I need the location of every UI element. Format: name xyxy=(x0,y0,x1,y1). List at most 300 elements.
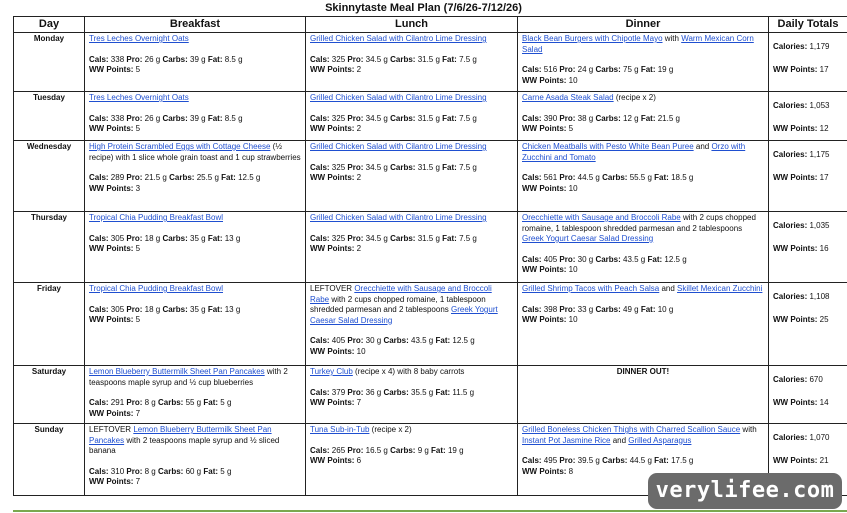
total-ww-points xyxy=(773,124,843,135)
stat-label-cals: Cals: xyxy=(310,445,330,455)
stat-label-pro: Pro: xyxy=(347,162,364,172)
breakfast-cell xyxy=(85,283,306,366)
nutrition-stats xyxy=(522,114,764,125)
ww-label: WW Points: xyxy=(773,64,818,74)
calories-label: Calories: xyxy=(773,292,808,301)
stat-label-fat: Fat: xyxy=(640,113,656,123)
calories-value: 1,035 xyxy=(809,221,830,230)
ww-value: 5 xyxy=(135,124,141,133)
lunch-description xyxy=(310,93,513,104)
stat-value-cals: 325 xyxy=(331,113,346,123)
calories-label: Calories: xyxy=(773,221,808,230)
stat-value-pro: 30 g xyxy=(577,254,594,264)
day-row xyxy=(14,212,847,283)
total-calories xyxy=(773,375,843,386)
stat-value-cals: 310 xyxy=(110,466,125,476)
lunch-description xyxy=(310,213,513,224)
stat-label-carbs: Carbs: xyxy=(595,254,621,264)
recipe-link[interactable]: Carne Asada Steak Salad xyxy=(522,93,614,102)
calories-value: 1,108 xyxy=(809,292,830,301)
ww-value: 2 xyxy=(356,173,362,182)
ww-value: 5 xyxy=(135,65,141,74)
stat-label-carbs: Carbs: xyxy=(595,65,621,74)
daily-totals-cell xyxy=(769,141,847,212)
ww-value: 3 xyxy=(135,183,141,193)
dinner-description xyxy=(522,213,764,245)
nutrition-stats xyxy=(89,234,301,245)
stat-label-cals: Cals: xyxy=(522,113,542,123)
dinner-cell xyxy=(518,141,769,212)
recipe-link[interactable]: Instant Pot Jasmine Rice xyxy=(522,435,611,445)
stat-value-cals: 390 xyxy=(543,113,558,123)
ww-value: 10 xyxy=(568,183,578,193)
lunch-description xyxy=(310,284,513,326)
spacer xyxy=(522,295,764,305)
stat-label-fat: Fat: xyxy=(207,233,223,243)
day-row xyxy=(14,141,847,212)
nutrition-stats xyxy=(89,305,301,316)
lunch-cell xyxy=(306,92,518,141)
stat-value-fat: 18.5 g xyxy=(671,173,694,182)
ww-label: WW Points: xyxy=(310,65,355,74)
recipe-link[interactable]: Grilled Asparagus xyxy=(628,435,692,445)
day-name: Saturday xyxy=(14,366,85,424)
nutrition-stats xyxy=(310,234,513,245)
ww-points xyxy=(89,124,301,135)
spacer xyxy=(310,153,513,163)
description-text: with 2 cups chopped romaine, 1 tablespoon shredded parmesan and 2 tablespoons xyxy=(522,213,756,233)
stat-label-cals: Cals: xyxy=(89,113,109,123)
bottom-divider xyxy=(13,510,847,512)
spacer xyxy=(310,326,513,336)
description-text: and xyxy=(659,284,678,293)
recipe-link[interactable]: Tropical Chia Pudding Breakfast Bowl xyxy=(89,284,223,293)
ww-value: 12 xyxy=(819,123,829,133)
stat-label-cals: Cals: xyxy=(89,54,109,64)
stat-label-carbs: Carbs: xyxy=(162,233,188,243)
spacer xyxy=(310,224,513,234)
stat-label-cals: Cals: xyxy=(310,387,330,397)
breakfast-description xyxy=(89,34,301,45)
recipe-link[interactable]: Chicken Meatballs with Pesto White Bean Puree xyxy=(522,142,694,151)
stat-label-fat: Fat: xyxy=(442,233,457,243)
nutrition-stats xyxy=(310,336,513,347)
day-row xyxy=(14,92,847,141)
ww-points xyxy=(310,347,513,358)
day-name: Wednesday xyxy=(14,141,85,212)
stat-label-pro: Pro: xyxy=(126,398,143,407)
spacer xyxy=(89,295,301,305)
recipe-link[interactable]: Orecchiette with Sausage and Broccoli Rabe xyxy=(310,284,492,304)
ww-value: 7 xyxy=(356,398,362,407)
dinner-cell xyxy=(518,212,769,283)
ww-points xyxy=(310,65,513,76)
description-text: with xyxy=(740,425,757,434)
nutrition-stats xyxy=(89,398,301,409)
stat-value-carbs: 35 g xyxy=(190,304,206,314)
nutrition-stats xyxy=(522,456,764,467)
stat-label-fat: Fat: xyxy=(203,466,219,476)
ww-points xyxy=(89,184,301,195)
ww-points xyxy=(522,315,764,326)
recipe-link[interactable]: Lemon Blueberry Buttermilk Sheet Pan Pancakes xyxy=(89,367,265,376)
day-name: Monday xyxy=(14,33,85,92)
breakfast-cell xyxy=(85,424,306,496)
stat-label-cals: Cals: xyxy=(522,304,542,314)
stat-value-fat: 7.5 g xyxy=(459,233,477,243)
stat-value-fat: 10 g xyxy=(657,304,674,314)
stat-label-fat: Fat: xyxy=(442,54,457,64)
page-title: Skinnytaste Meal Plan (7/6/26-7/12/26) xyxy=(325,2,522,14)
nutrition-stats xyxy=(522,173,764,184)
stat-value-cals: 516 xyxy=(543,65,558,74)
nutrition-stats xyxy=(522,65,764,76)
stat-value-fat: 12.5 g xyxy=(238,173,261,182)
stat-value-pro: 39.5 g xyxy=(577,456,600,465)
recipe-link[interactable]: High Protein Scrambled Eggs with Cottage Cheese xyxy=(89,142,271,151)
dinner-description xyxy=(522,93,764,104)
recipe-link[interactable]: Orecchiette with Sausage and Broccoli Rabe xyxy=(522,213,681,222)
stat-label-carbs: Carbs: xyxy=(595,304,621,314)
stat-value-fat: 5 g xyxy=(220,398,232,407)
stat-label-pro: Pro: xyxy=(559,173,576,182)
stat-value-fat: 19 g xyxy=(447,445,464,455)
ww-label: WW Points: xyxy=(310,346,355,356)
ww-value: 5 xyxy=(568,124,574,133)
ww-label: WW Points: xyxy=(310,456,355,465)
stat-value-carbs: 31.5 g xyxy=(417,162,440,172)
stat-label-carbs: Carbs: xyxy=(390,445,416,455)
ww-value: 10 xyxy=(356,346,366,356)
dinner-out: DINNER OUT! xyxy=(518,366,769,424)
spacer xyxy=(89,224,301,234)
stat-label-fat: Fat: xyxy=(442,113,457,123)
recipe-link[interactable]: Tuna Sub-in-Tub xyxy=(310,425,370,434)
stat-value-fat: 7.5 g xyxy=(459,54,477,64)
breakfast-description xyxy=(89,93,301,104)
spacer xyxy=(522,245,764,255)
dinner-cell xyxy=(518,283,769,366)
stat-value-cals: 338 xyxy=(110,113,125,123)
stat-label-cals: Cals: xyxy=(89,398,109,407)
spacer xyxy=(89,457,301,467)
ww-value: 2 xyxy=(356,244,362,253)
ww-points xyxy=(310,398,513,409)
daily-totals-cell xyxy=(769,283,847,366)
recipe-link[interactable]: Grilled Boneless Chicken Thighs with Charred Scallion Sauce xyxy=(522,425,741,434)
nutrition-stats xyxy=(522,305,764,316)
ww-value: 10 xyxy=(568,75,578,85)
header-day: Day xyxy=(14,17,85,33)
nutrition-stats xyxy=(310,388,513,399)
description-text: with xyxy=(662,34,682,43)
day-row xyxy=(14,283,847,366)
stat-value-cals: 305 xyxy=(110,304,125,314)
dinner-description xyxy=(522,34,764,55)
recipe-link[interactable]: Skillet Mexican Zucchini xyxy=(677,284,763,293)
ww-value: 2 xyxy=(356,124,362,133)
ww-label: WW Points: xyxy=(89,315,134,324)
calories-label: Calories: xyxy=(773,150,808,159)
stat-label-fat: Fat: xyxy=(654,173,669,182)
stat-value-cals: 291 xyxy=(110,398,125,407)
breakfast-description xyxy=(89,142,301,163)
recipe-link[interactable]: Grilled Chicken Salad with Cilantro Lime Dressing xyxy=(310,213,487,222)
stat-label-pro: Pro: xyxy=(347,233,364,243)
total-calories xyxy=(773,101,843,112)
stat-label-cals: Cals: xyxy=(89,466,109,476)
recipe-link[interactable]: Grilled Chicken Salad with Cilantro Lime Dressing xyxy=(310,34,487,43)
stat-value-cals: 305 xyxy=(110,233,125,243)
stat-label-fat: Fat: xyxy=(207,113,223,123)
ww-value: 17 xyxy=(819,64,829,74)
description-text: and xyxy=(693,142,712,151)
recipe-link[interactable]: Greek Yogurt Caesar Salad Dressing xyxy=(310,305,498,325)
stat-value-fat: 21.5 g xyxy=(657,113,680,123)
stat-label-carbs: Carbs: xyxy=(162,304,188,314)
lunch-description xyxy=(310,34,513,45)
stat-label-carbs: Carbs: xyxy=(390,233,416,243)
ww-value: 7 xyxy=(135,477,141,486)
lunch-cell xyxy=(306,283,518,366)
stat-label-carbs: Carbs: xyxy=(595,113,621,123)
spacer xyxy=(310,378,513,388)
dinner-description xyxy=(522,142,764,163)
ww-value: 21 xyxy=(819,455,829,465)
stat-label-pro: Pro: xyxy=(347,445,364,455)
recipe-link[interactable]: Tres Leches Overnight Oats xyxy=(89,34,189,43)
stat-label-cals: Cals: xyxy=(522,173,542,182)
recipe-link[interactable]: Grilled Chicken Salad with Cilantro Lime Dressing xyxy=(310,142,487,151)
dinner-cell xyxy=(518,33,769,92)
header-lunch: Lunch xyxy=(306,17,518,33)
stat-value-cals: 379 xyxy=(331,387,346,397)
stat-label-carbs: Carbs: xyxy=(383,336,409,345)
stat-label-pro: Pro: xyxy=(347,54,364,64)
stat-value-pro: 33 g xyxy=(577,304,594,314)
stat-value-pro: 21.5 g xyxy=(144,173,167,182)
description-text: with 2 teaspoons maple syrup and ½ cup blueberries xyxy=(89,367,288,387)
stat-value-fat: 5 g xyxy=(220,466,232,476)
total-calories xyxy=(773,292,843,303)
dinner-description xyxy=(522,284,764,295)
stat-label-fat: Fat: xyxy=(435,336,451,345)
breakfast-cell xyxy=(85,212,306,283)
nutrition-stats xyxy=(89,55,301,66)
stat-value-carbs: 43.5 g xyxy=(623,254,646,264)
stat-label-pro: Pro: xyxy=(559,456,576,465)
ww-points xyxy=(89,65,301,76)
stat-label-carbs: Carbs: xyxy=(162,54,188,64)
ww-label: WW Points: xyxy=(522,315,567,324)
stat-value-cals: 561 xyxy=(543,173,558,182)
stat-value-pro: 8 g xyxy=(144,466,156,476)
spacer xyxy=(89,388,301,398)
stat-value-pro: 34.5 g xyxy=(365,54,388,64)
day-row xyxy=(14,33,847,92)
ww-value: 2 xyxy=(356,65,362,74)
description-text: with 2 cups chopped romaine, 1 tablespoon shredded parmesan and 2 tablespoons xyxy=(310,294,486,314)
stat-label-carbs: Carbs: xyxy=(169,173,195,182)
recipe-link[interactable]: Warm Mexican Corn Salad xyxy=(522,34,754,54)
ww-label: WW Points: xyxy=(89,65,134,74)
ww-value: 10 xyxy=(568,265,578,274)
calories-value: 1,179 xyxy=(809,42,830,51)
stat-value-cals: 405 xyxy=(543,254,558,264)
stat-value-carbs: 31.5 g xyxy=(417,113,440,123)
day-row xyxy=(14,366,847,424)
description-text: (recipe x 4) with 8 baby carrots xyxy=(352,367,465,376)
stat-value-cals: 398 xyxy=(543,304,558,314)
ww-value: 25 xyxy=(819,314,829,324)
total-ww-points xyxy=(773,398,843,409)
day-name: Thursday xyxy=(14,212,85,283)
breakfast-cell xyxy=(85,92,306,141)
recipe-link[interactable]: Tropical Chia Pudding Breakfast Bowl xyxy=(89,213,223,222)
total-calories xyxy=(773,221,843,232)
lunch-description xyxy=(310,367,513,378)
header-breakfast: Breakfast xyxy=(85,17,306,33)
recipe-link[interactable]: Grilled Shrimp Tacos with Peach Salsa xyxy=(522,284,660,293)
calories-label: Calories: xyxy=(773,433,808,442)
dinner-cell xyxy=(518,92,769,141)
stat-label-pro: Pro: xyxy=(347,387,364,397)
ww-value: 14 xyxy=(819,397,829,407)
ww-label: WW Points: xyxy=(89,124,134,133)
spacer xyxy=(522,104,764,114)
stat-value-fat: 7.5 g xyxy=(459,162,477,172)
recipe-link[interactable]: Grilled Chicken Salad with Cilantro Lime Dressing xyxy=(310,93,487,102)
ww-points xyxy=(89,315,301,326)
ww-points xyxy=(310,124,513,135)
ww-label: WW Points: xyxy=(522,265,567,274)
lunch-description xyxy=(310,425,513,436)
stat-value-pro: 24 g xyxy=(577,65,594,74)
ww-label: WW Points: xyxy=(773,123,818,133)
breakfast-cell xyxy=(85,366,306,424)
ww-points xyxy=(310,244,513,255)
description-text: LEFTOVER xyxy=(89,425,134,434)
total-ww-points xyxy=(773,315,843,326)
stat-value-carbs: 9 g xyxy=(417,445,429,455)
stat-value-pro: 26 g xyxy=(144,54,161,64)
breakfast-cell xyxy=(85,33,306,92)
stat-value-carbs: 35 g xyxy=(190,233,206,243)
ww-label: WW Points: xyxy=(89,183,134,193)
stat-value-cals: 325 xyxy=(331,54,346,64)
recipe-link[interactable]: Orzo with Zucchini and Tomato xyxy=(522,142,746,162)
dinner-description xyxy=(522,425,764,446)
stat-label-fat: Fat: xyxy=(203,398,219,407)
ww-label: WW Points: xyxy=(310,124,355,133)
day-name: Tuesday xyxy=(14,92,85,141)
description-text: (recipe x 2) xyxy=(369,425,412,434)
stat-label-cals: Cals: xyxy=(310,336,330,345)
stat-value-cals: 325 xyxy=(331,233,346,243)
lunch-cell xyxy=(306,141,518,212)
stat-value-cals: 338 xyxy=(110,54,125,64)
stat-label-carbs: Carbs: xyxy=(390,113,416,123)
stat-label-carbs: Carbs: xyxy=(390,162,416,172)
recipe-link[interactable]: Lemon Blueberry Buttermilk Sheet Pan Pancakes xyxy=(89,425,272,445)
stat-label-pro: Pro: xyxy=(347,336,364,345)
recipe-link[interactable]: Tres Leches Overnight Oats xyxy=(89,93,189,102)
stat-label-pro: Pro: xyxy=(559,65,576,74)
stat-label-cals: Cals: xyxy=(522,65,542,74)
breakfast-description xyxy=(89,367,301,388)
stat-label-pro: Pro: xyxy=(126,304,143,314)
calories-value: 1,175 xyxy=(809,150,830,159)
stat-value-pro: 8 g xyxy=(144,398,156,407)
ww-points xyxy=(522,76,764,87)
ww-value: 6 xyxy=(356,456,362,465)
total-calories xyxy=(773,42,843,53)
stat-value-pro: 38 g xyxy=(577,113,594,123)
breakfast-description xyxy=(89,425,301,457)
recipe-link[interactable]: Black Bean Burgers with Chipotle Mayo xyxy=(522,34,663,43)
stat-value-carbs: 55 g xyxy=(185,398,202,407)
stat-label-cals: Cals: xyxy=(89,173,109,182)
ww-points xyxy=(310,456,513,467)
stat-label-cals: Cals: xyxy=(310,233,330,243)
spacer xyxy=(310,45,513,55)
stat-value-carbs: 75 g xyxy=(623,65,639,74)
ww-value: 17 xyxy=(819,172,829,182)
spacer xyxy=(522,163,764,173)
ww-points xyxy=(522,265,764,276)
stat-label-cals: Cals: xyxy=(310,54,330,64)
nutrition-stats xyxy=(310,446,513,457)
ww-points xyxy=(89,244,301,255)
ww-points xyxy=(89,409,301,420)
ww-value: 16 xyxy=(819,243,829,253)
stat-label-cals: Cals: xyxy=(89,233,109,243)
spacer xyxy=(89,45,301,55)
spacer xyxy=(89,104,301,114)
ww-label: WW Points: xyxy=(522,466,567,476)
daily-totals-cell xyxy=(769,92,847,141)
stat-label-fat: Fat: xyxy=(221,173,236,182)
stat-label-pro: Pro: xyxy=(126,466,143,476)
recipe-link[interactable]: Greek Yogurt Caesar Salad Dressing xyxy=(522,234,654,243)
stat-value-cals: 265 xyxy=(331,445,346,455)
spacer xyxy=(310,436,513,446)
stat-value-fat: 12.5 g xyxy=(664,254,687,264)
stat-label-cals: Cals: xyxy=(310,113,330,123)
stat-label-carbs: Carbs: xyxy=(162,113,188,123)
stat-value-carbs: 49 g xyxy=(623,304,639,314)
ww-label: WW Points: xyxy=(773,314,818,324)
ww-label: WW Points: xyxy=(773,397,818,407)
stat-value-pro: 34.5 g xyxy=(365,162,388,172)
header-dinner: Dinner xyxy=(518,17,769,33)
total-calories xyxy=(773,150,843,161)
ww-label: WW Points: xyxy=(522,124,567,133)
ww-label: WW Points: xyxy=(310,244,355,253)
watermark: verylifee.com xyxy=(648,473,842,509)
ww-label: WW Points: xyxy=(89,408,134,418)
nutrition-stats xyxy=(522,255,764,266)
stat-label-pro: Pro: xyxy=(126,113,143,123)
total-ww-points xyxy=(773,244,843,255)
total-ww-points xyxy=(773,173,843,184)
stat-value-carbs: 31.5 g xyxy=(417,233,440,243)
stat-label-pro: Pro: xyxy=(126,54,143,64)
recipe-link[interactable]: Turkey Club xyxy=(310,367,353,376)
breakfast-description xyxy=(89,213,301,224)
total-ww-points xyxy=(773,65,843,76)
ww-points xyxy=(522,124,764,135)
